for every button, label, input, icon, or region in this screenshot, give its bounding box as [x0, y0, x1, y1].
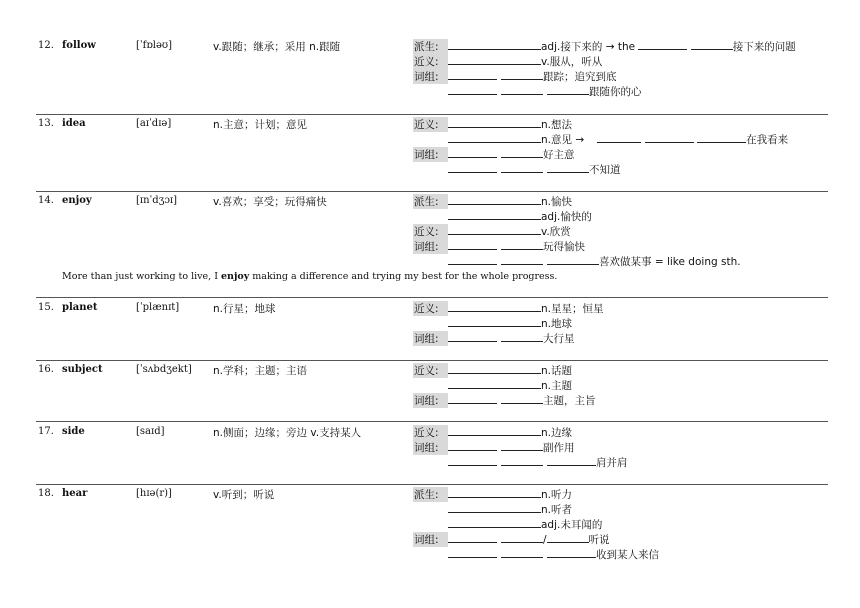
row-text: 玩得愉快 — [543, 241, 585, 253]
entry-meaning: n.行星；地球 — [213, 303, 276, 315]
answer-blank[interactable] — [448, 546, 497, 558]
row-label: 派生: — [413, 487, 448, 502]
row-text: v.服从，听从 — [541, 56, 603, 68]
answer-blank[interactable] — [501, 238, 543, 250]
entry-number: 18. — [38, 488, 54, 499]
row-label: 近义: — [413, 117, 448, 132]
row-text: 主题，主旨 — [543, 395, 596, 407]
answer-blank[interactable] — [448, 486, 541, 498]
derivation-line — [413, 193, 572, 208]
answer-blank[interactable] — [448, 315, 541, 327]
entry-phonetic: [hɪə(r)] — [136, 488, 172, 499]
example-text: More than just working to live, I — [62, 271, 221, 282]
phrase-line — [413, 146, 575, 161]
derivation-line — [413, 516, 602, 531]
answer-blank[interactable] — [697, 131, 746, 143]
answer-blank[interactable] — [448, 253, 497, 265]
row-text: 不知道 — [589, 164, 621, 176]
phrase-line — [413, 454, 628, 469]
answer-blank[interactable] — [547, 161, 589, 173]
answer-blank[interactable] — [448, 116, 541, 128]
answer-blank[interactable] — [448, 377, 541, 389]
row-text: 大行星 — [543, 333, 575, 345]
phrase-line — [413, 392, 596, 407]
entry-13 — [36, 116, 828, 192]
answer-blank[interactable] — [501, 392, 543, 404]
derivation-line — [413, 38, 796, 53]
entry-word: planet — [62, 302, 98, 313]
phrase-line — [413, 439, 575, 454]
answer-blank[interactable] — [638, 38, 687, 50]
synonym-line — [413, 223, 571, 238]
row-text: n.话题 — [541, 365, 572, 377]
answer-blank[interactable] — [501, 531, 543, 543]
synonym-line — [413, 315, 572, 330]
phrase-line — [413, 161, 621, 176]
entry-number: 14. — [38, 195, 54, 206]
answer-blank[interactable] — [501, 546, 543, 558]
entry-15 — [36, 300, 828, 361]
row-text: adj.愉快的 — [541, 211, 592, 223]
entry-word: side — [62, 426, 85, 437]
entry-meaning: v.听到；听说 — [213, 489, 275, 501]
phrase-line — [413, 546, 659, 561]
derivation-line — [413, 486, 572, 501]
answer-blank[interactable] — [448, 223, 541, 235]
entry-phonetic: [ˈplænɪt] — [136, 302, 180, 313]
derivation-line — [413, 208, 592, 223]
entry-meaning: v.跟随；继承；采用 n.跟随 — [213, 41, 341, 53]
example-sentence — [62, 271, 557, 282]
row-text: adj.未耳闻的 — [541, 519, 603, 531]
answer-blank[interactable] — [547, 531, 589, 543]
entry-phonetic: [ˈsʌbdʒekt] — [136, 364, 192, 375]
synonym-line — [413, 362, 572, 377]
answer-blank[interactable] — [501, 454, 543, 466]
row-text: n.星星；恒星 — [541, 303, 604, 315]
entry-word: follow — [62, 40, 96, 51]
entry-phonetic: [ˈfɒləʊ] — [136, 40, 172, 51]
derivation-line — [413, 501, 572, 516]
row-text: n.地球 — [541, 318, 572, 330]
answer-blank[interactable] — [501, 439, 543, 451]
answer-blank[interactable] — [448, 300, 541, 312]
phrase-line — [413, 238, 585, 253]
row-text: / — [543, 534, 547, 546]
answer-blank[interactable] — [448, 161, 497, 173]
entry-number: 12. — [38, 40, 54, 51]
answer-blank[interactable] — [448, 439, 497, 451]
synonym-line — [413, 377, 572, 392]
phrase-line — [413, 68, 617, 83]
answer-blank[interactable] — [448, 68, 497, 80]
row-text: 喜欢做某事 = like doing sth. — [599, 256, 741, 268]
synonym-line — [413, 131, 788, 146]
entry-number: 17. — [38, 426, 54, 437]
entry-phonetic: [aɪˈdɪə] — [136, 118, 172, 129]
answer-blank[interactable] — [645, 131, 694, 143]
answer-blank[interactable] — [448, 131, 541, 143]
row-text: n.意见 → — [541, 134, 585, 146]
row-text: 跟随你的心 — [589, 86, 642, 98]
answer-blank[interactable] — [448, 193, 541, 205]
row-text: 接下来的问题 — [732, 41, 796, 53]
answer-blank[interactable] — [501, 68, 543, 80]
row-label: 词组: — [413, 331, 448, 346]
row-text: n.听者 — [541, 504, 572, 516]
answer-blank[interactable] — [691, 38, 733, 50]
row-label: 派生: — [413, 39, 448, 54]
entry-meaning: v.喜欢；享受；玩得痛快 — [213, 196, 327, 208]
answer-blank[interactable] — [448, 38, 541, 50]
entry-number: 13. — [38, 118, 54, 129]
row-text: adj.接下来的 → the — [541, 41, 636, 53]
row-text: 跟踪；追究到底 — [543, 71, 617, 83]
synonym-line — [413, 424, 572, 439]
row-label: 派生: — [413, 194, 448, 209]
row-label: 近义: — [413, 425, 448, 440]
answer-blank[interactable] — [501, 146, 543, 158]
row-text: 听说 — [588, 534, 610, 546]
answer-blank[interactable] — [448, 146, 497, 158]
entry-word: subject — [62, 364, 103, 375]
row-text: 收到某人来信 — [596, 549, 659, 561]
row-label: 词组: — [413, 440, 448, 455]
answer-blank[interactable] — [501, 161, 543, 173]
entry-number: 16. — [38, 364, 54, 375]
entry-word: enjoy — [62, 195, 92, 206]
answer-blank[interactable] — [448, 362, 541, 374]
answer-blank[interactable] — [597, 131, 641, 143]
row-text: n.主题 — [541, 380, 572, 392]
row-text: n.想法 — [541, 119, 572, 131]
phrase-line — [413, 253, 741, 268]
entry-number: 15. — [38, 302, 54, 313]
answer-blank[interactable] — [448, 392, 497, 404]
row-text: 副作用 — [543, 442, 575, 454]
answer-blank[interactable] — [501, 83, 543, 95]
answer-blank[interactable] — [448, 53, 541, 65]
row-text: 好主意 — [543, 149, 575, 161]
row-text: n.听力 — [541, 489, 572, 501]
synonym-line — [413, 300, 604, 315]
phrase-line — [413, 83, 642, 98]
entry-18 — [36, 486, 828, 566]
entry-phonetic: [ɪnˈdʒɔɪ] — [136, 195, 178, 206]
answer-blank[interactable] — [448, 454, 497, 466]
example-text: making a difference and trying my best for the whole progress. — [249, 271, 558, 282]
entry-meaning: n.学科；主题；主语 — [213, 365, 307, 377]
answer-blank[interactable] — [448, 83, 497, 95]
answer-blank[interactable] — [547, 83, 589, 95]
synonym-line — [413, 53, 602, 68]
example-keyword: enjoy — [221, 271, 250, 282]
row-label: 词组: — [413, 532, 448, 547]
row-label: 近义: — [413, 54, 448, 69]
answer-blank[interactable] — [448, 501, 541, 513]
row-label: 近义: — [413, 224, 448, 239]
entry-17 — [36, 424, 828, 485]
row-text: 在我看来 — [746, 134, 789, 146]
entry-meaning: n.主意；计划；意见 — [213, 119, 307, 131]
answer-blank[interactable] — [448, 516, 541, 528]
entry-14 — [36, 193, 828, 298]
answer-blank[interactable] — [547, 253, 599, 265]
entry-meaning: n.侧面；边缘；旁边 v.支持某人 — [213, 427, 362, 439]
row-label: 近义: — [413, 363, 448, 378]
answer-blank[interactable] — [448, 208, 541, 220]
answer-blank[interactable] — [547, 454, 596, 466]
entry-phonetic: [saɪd] — [136, 426, 165, 437]
entry-12 — [36, 38, 828, 115]
row-text: n.愉快 — [541, 196, 572, 208]
row-label: 近义: — [413, 301, 448, 316]
row-label: 词组: — [413, 393, 448, 408]
row-text: n.边缘 — [541, 427, 572, 439]
phrase-line — [413, 330, 575, 345]
entry-word: idea — [62, 118, 86, 129]
answer-blank[interactable] — [448, 531, 497, 543]
phrase-line — [413, 531, 610, 546]
answer-blank[interactable] — [448, 238, 497, 250]
row-label: 词组: — [413, 69, 448, 84]
answer-blank[interactable] — [501, 330, 543, 342]
entry-16 — [36, 362, 828, 422]
answer-blank[interactable] — [448, 424, 541, 436]
answer-blank[interactable] — [448, 330, 497, 342]
entry-word: hear — [62, 488, 88, 499]
answer-blank[interactable] — [547, 546, 596, 558]
synonym-line — [413, 116, 572, 131]
row-label: 词组: — [413, 239, 448, 254]
row-text: v.欣赏 — [541, 226, 571, 238]
answer-blank[interactable] — [501, 253, 543, 265]
row-label: 词组: — [413, 147, 448, 162]
row-text: 肩并肩 — [596, 457, 628, 469]
